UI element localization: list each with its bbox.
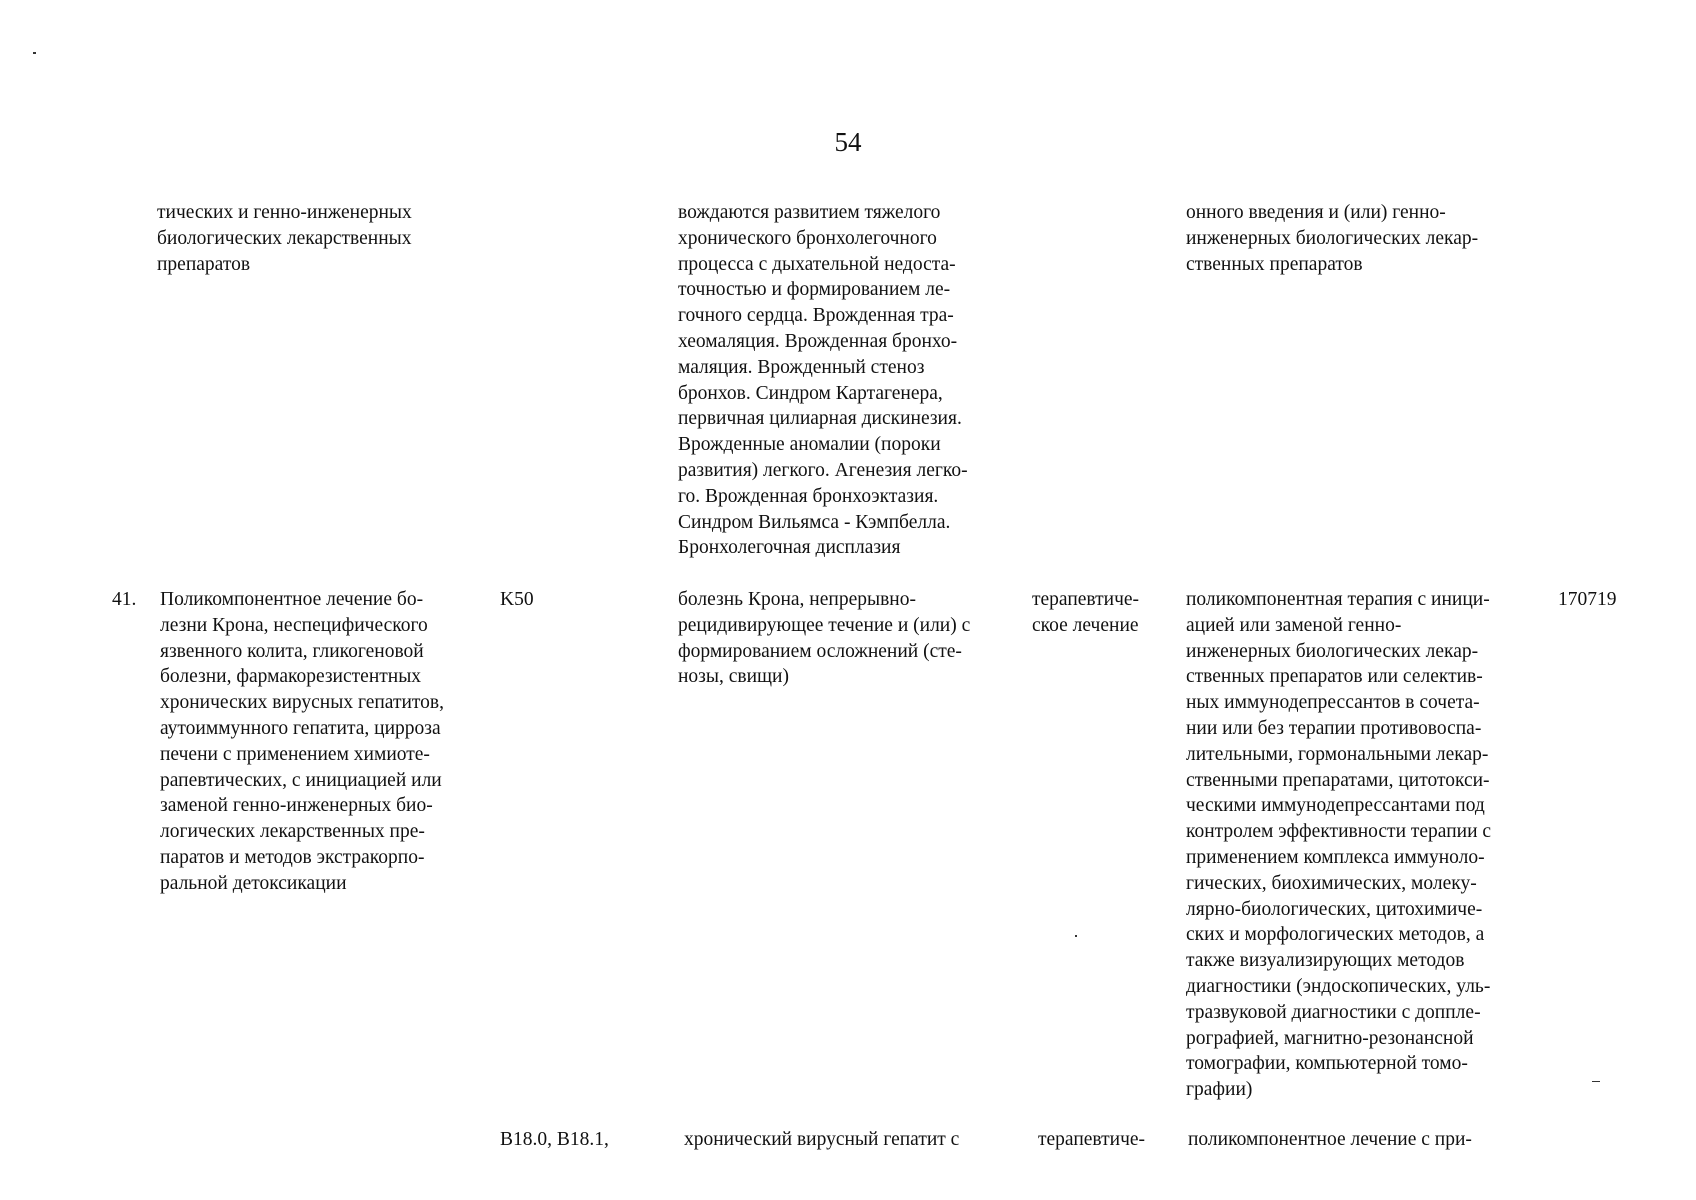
text-line: инженерных биологических лекар- — [1186, 227, 1479, 249]
continuation-name-cell — [157, 200, 412, 277]
text-line: инженерных биологических лекар- — [1186, 640, 1479, 662]
text-line: тических и генно-инженерных — [157, 202, 412, 223]
scan-speck — [33, 52, 36, 54]
text-line: ацией или заменой генно- — [1186, 614, 1402, 636]
scan-speck — [1592, 1081, 1600, 1082]
row-number: 41. — [112, 589, 137, 610]
row-41-code-cell: K50 — [500, 589, 534, 610]
text-line: нозы, свищи) — [678, 666, 789, 688]
row-41-method-cell — [1186, 587, 1491, 1103]
text-line: го. Врожденная бронхоэктазия. — [678, 485, 939, 507]
row-41-name-cell — [160, 587, 444, 897]
page-number: 54 — [834, 127, 862, 157]
text-line: диагностики (эндоскопических, уль- — [1186, 975, 1491, 997]
text-line: формированием осложнений (сте- — [678, 640, 962, 662]
text-line: тразвуковой диагностики с доппле- — [1186, 1001, 1481, 1023]
text-line: ственными препаратами, цитотокси- — [1186, 769, 1490, 791]
next-row-method-cell: поликомпонентное лечение с при- — [1188, 1129, 1472, 1150]
text-line: печени с применением химиоте- — [160, 743, 430, 765]
text-line: развития) легкого. Агенезия легко- — [678, 459, 968, 481]
text-line: логических лекарственных пре- — [160, 821, 425, 843]
text-line: бронхов. Синдром Картагенера, — [678, 382, 943, 404]
text-line: графии) — [1186, 1079, 1253, 1101]
text-line: контролем эффективности терапии с — [1186, 821, 1492, 843]
text-line: рецидивирующее течение и (или) с — [678, 614, 971, 636]
text-line: первичная цилиарная дискинезия. — [678, 408, 962, 430]
text-line: болезни, фармакорезистентных — [160, 666, 422, 688]
text-line: паратов и методов экстракорпо- — [160, 846, 425, 868]
text-line: процесса с дыхательной недоста- — [678, 253, 956, 275]
text-line: вождаются развитием тяжелого — [678, 202, 941, 223]
text-line: лительными, гормональными лекар- — [1186, 743, 1489, 765]
text-line: томографии, компьютерной томо- — [1186, 1053, 1468, 1075]
text-line: ственных препаратов или селектив- — [1186, 666, 1483, 688]
text-line: Врожденные аномалии (пороки — [678, 434, 941, 456]
text-line: язвенного колита, гликогеновой — [160, 640, 424, 662]
row-41-model-cell — [678, 587, 970, 690]
row-41-type-cell — [1032, 587, 1139, 639]
text-line: болезнь Крона, непрерывно- — [678, 589, 916, 610]
text-line: поликомпонентная терапия с иници- — [1186, 589, 1490, 610]
text-line: заменой генно-инженерных био- — [160, 795, 433, 817]
text-line: Поликомпонентное лечение бо- — [160, 589, 424, 610]
next-row-code-cell: B18.0, B18.1, — [500, 1129, 609, 1150]
row-41-cost-cell: 170719 — [1558, 589, 1617, 610]
text-line: хронического бронхолегочного — [678, 227, 937, 249]
text-line: Бронхолегочная дисплазия — [678, 537, 901, 559]
text-line: биологических лекарственных — [157, 227, 412, 249]
continuation-method-cell — [1186, 200, 1478, 277]
text-line: хронических вирусных гепатитов, — [160, 692, 444, 714]
text-line: онного введения и (или) генно- — [1186, 202, 1446, 223]
text-line: аутоиммунного гепатита, цирроза — [160, 717, 441, 739]
text-line: ственных препаратов — [1186, 253, 1363, 275]
text-line: лезни Крона, неспецифического — [160, 614, 428, 636]
text-line: точностью и формированием ле- — [678, 279, 951, 301]
next-row-type-cell: терапевтиче- — [1038, 1129, 1146, 1150]
scan-speck — [1075, 935, 1077, 937]
next-row-model-cell: хронический вирусный гепатит с — [684, 1129, 960, 1150]
text-line: рографией, магнитно-резонансной — [1186, 1027, 1474, 1049]
text-line: гочного сердца. Врожденная тра- — [678, 305, 954, 327]
text-line: ских и морфологических методов, а — [1186, 924, 1485, 946]
text-line: ных иммунодепрессантов в сочета- — [1186, 692, 1480, 714]
text-line: Синдром Вильямса - Кэмпбелла. — [678, 511, 951, 533]
text-line: маляция. Врожденный стеноз — [678, 356, 925, 378]
text-line: нии или без терапии противовоспа- — [1186, 717, 1482, 739]
text-line: также визуализирующих методов — [1186, 950, 1465, 972]
continuation-model-cell — [678, 200, 968, 561]
text-line: лярно-биологических, цитохимиче- — [1186, 898, 1483, 920]
text-line: терапевтиче- — [1032, 589, 1140, 610]
text-line: препаратов — [157, 253, 251, 275]
text-line: применением комплекса иммуноло- — [1186, 846, 1485, 868]
text-line: ское лечение — [1032, 614, 1139, 636]
text-line: ческими иммунодепрессантами под — [1186, 795, 1485, 817]
text-line: хеомаляция. Врожденная бронхо- — [678, 330, 958, 352]
text-line: ральной детоксикации — [160, 872, 347, 894]
text-line: гических, биохимических, молеку- — [1186, 872, 1477, 894]
text-line: рапевтических, с инициацией или — [160, 769, 442, 791]
